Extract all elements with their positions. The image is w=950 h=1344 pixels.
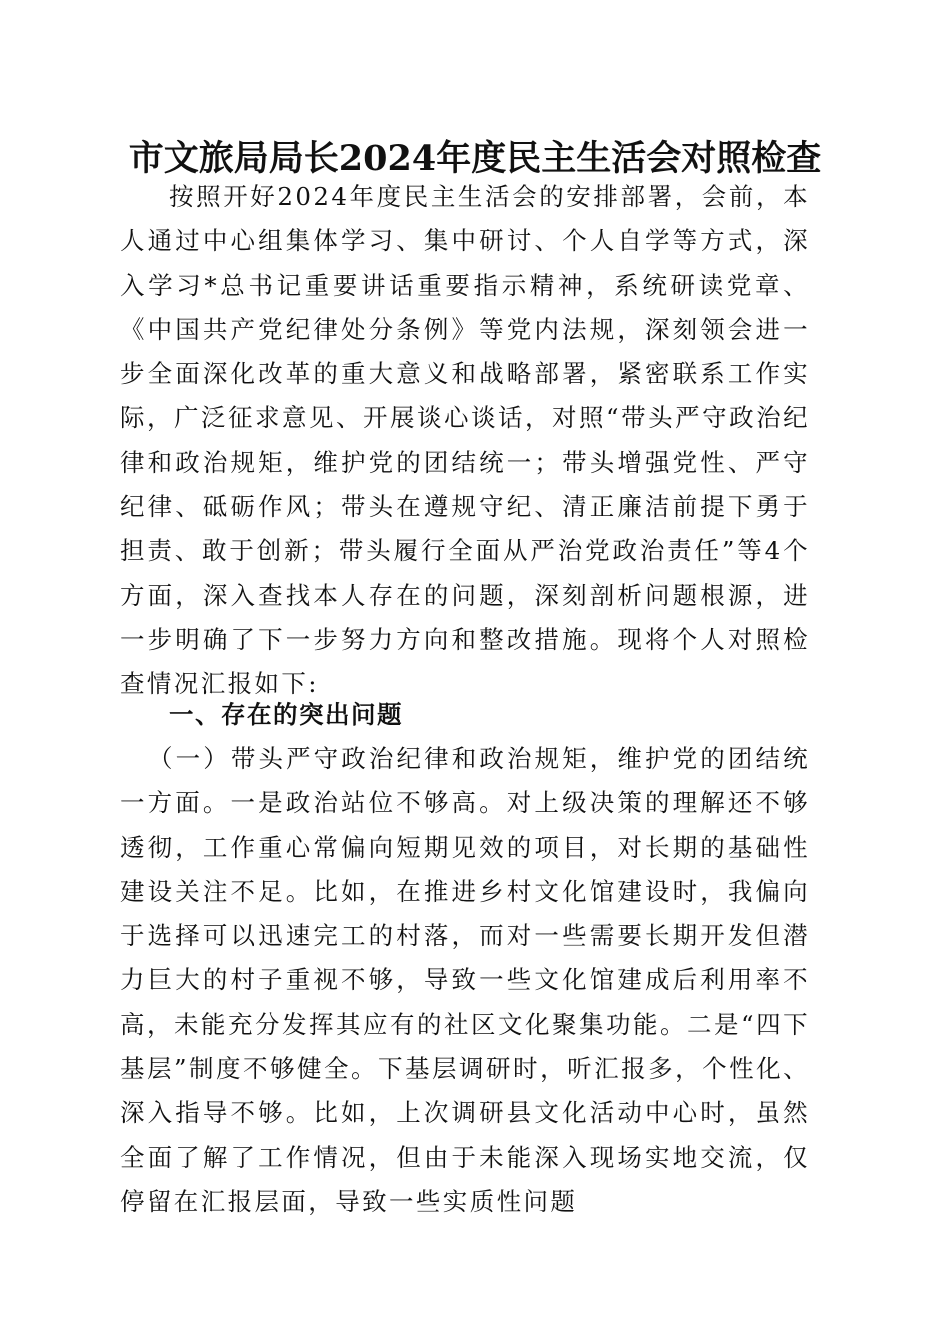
intro-paragraph: 按照开好2024年度民主生活会的安排部署，会前，本人通过中心组集体学习、集中研讨、个人自学等方式，深入学习*总书记重要讲话重要指示精神，系统研读党章、《中国共产党纪律处分条例》等党内法规，深刻领会进一步全面深化改革的重大意义和战略部署，紧密联系工作实际，广泛征求意见、开展谈心谈话，对照“带头严守政治纪律和政治规矩，维护党的团结统一；带头增强党性、严守纪律、砥砺作风；带头在遵规守纪、清正廉洁前提下勇于担责、敢于创新；带头履行全面从严治党政治责任”等4个方面，深入查找本人存在的问题，深刻剖析问题根源，进一步明确了下一步努力方向和整改措施。现将个人对照检查情况汇报如下:	[120, 182, 810, 699]
section-paragraph: （一）带头严守政治纪律和政治规矩，维护党的团结统一方面。一是政治站位不够高。对上级决策的理解还不够透彻，工作重心常偏向短期见效的项目，对长期的基础性建设关注不足。比如，在推进乡村文化馆建设时，我偏向于选择可以迅速完工的村落，而对一些需要长期开发但潜力巨大的村子重视不够，导致一些文化馆建成后利用率不高，未能充分发挥其应有的社区文化聚集功能。二是“四下基层”制度不够健全。下基层调研时，听汇报多，个性化、深入指导不够。比如，上次调研县文化活动中心时，虽然全面了解了工作情况，但由于未能深入现场实地交流，仅停留在汇报层面，导致一些实质性问题	[120, 744, 810, 1216]
document-title: 市文旅局局长2024年度民主生活会对照检查	[128, 138, 822, 179]
section-heading: 一、存在的突出问题	[169, 700, 403, 729]
